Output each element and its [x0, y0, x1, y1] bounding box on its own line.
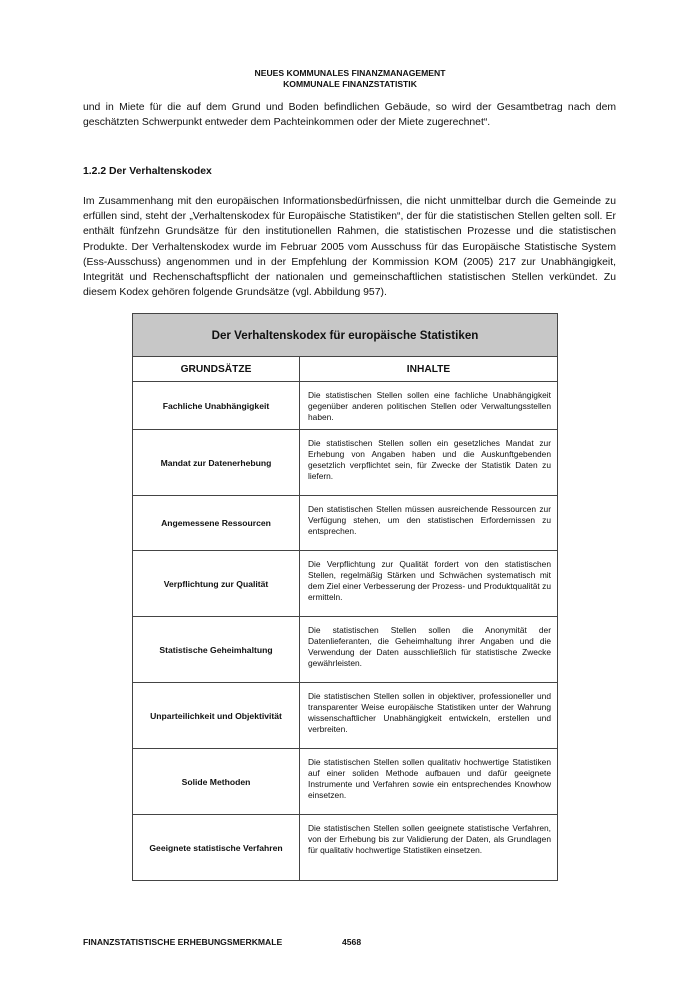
principle-cell: Fachliche Unabhängigkeit [133, 382, 300, 430]
principle-cell: Verpflichtung zur Qualität [133, 551, 300, 617]
principle-cell: Statistische Geheimhaltung [133, 617, 300, 683]
table-row [133, 496, 558, 551]
table-row [133, 749, 558, 815]
principle-cell: Geeignete statistische Verfahren [133, 815, 300, 881]
content-cell: Die statistischen Stellen sollen eine fachliche Unabhängigkeit gegenüber anderen politischen Stellen oder Verwaltungsstellen haben. [300, 382, 558, 430]
table-row [133, 551, 558, 617]
table-row [133, 617, 558, 683]
table-row [133, 382, 558, 430]
table-row [133, 430, 558, 496]
principle-cell: Solide Methoden [133, 749, 300, 815]
page-header [0, 68, 700, 90]
header-line-1: NEUES KOMMUNALES FINANZMANAGEMENT [254, 68, 446, 78]
table-title: Der Verhaltenskodex für europäische Statistiken [133, 314, 558, 357]
content-cell: Die statistischen Stellen sollen geeignete statistische Verfahren, von der Erhebung bis zur Validierung der Daten, als Grundlagen für qualitativ hochwertige Statistiken einsetzen. [300, 815, 558, 881]
section-heading: 1.2.2 Der Verhaltenskodex [83, 166, 212, 177]
table-row [133, 683, 558, 749]
column-header-principles: GRUNDSÄTZE [133, 357, 300, 382]
content-cell: Die statistischen Stellen sollen in objektiver, professioneller und transparenter Weise europäische Statistiken unter der Wahrung wissenschaftlicher Unabhängigkeit entwickeln, erstellen und verbreiten. [300, 683, 558, 749]
content-cell: Die Verpflichtung zur Qualität fordert von den statistischen Stellen, regelmäßig Stärken und Schwächen systematisch mit dem Ziel einer Verbesserung der Prozess- und Produktqualität zu ermitteln. [300, 551, 558, 617]
content-cell: Die statistischen Stellen sollen die Anonymität der Datenlieferanten, die Geheimhaltung ihrer Angaben und die Verwendung der Daten ausschließlich für statistische Zwecke gewährleisten. [300, 617, 558, 683]
footer-label: FINANZSTATISTISCHE ERHEBUNGSMERKMALE [83, 937, 283, 947]
paragraph-continuation: und in Miete für die auf dem Grund und Boden befindlichen Gebäude, so wird der Gesamtbetrag nach dem geschätzten Schwerpunkt entweder dem Pachteinkommen oder der Miete zugerechnet“. [83, 102, 616, 129]
page-number: 4568 [342, 937, 362, 947]
content-cell: Die statistischen Stellen sollen qualitativ hochwertige Statistiken auf einer soliden Methode aufbauen und dafür geeignete Instrumente und Verfahren sowie ein entsprechendes Knowhow einsetzen. [300, 749, 558, 815]
paragraph-code-of-conduct: Im Zusammenhang mit den europäischen Informationsbedürfnissen, die nicht unmittelbar durch die Gemeinde zu erfüllen sind, steht der „Verhaltenskodex für Europäische Statistiken“, der für die statistischen Stellen gelten soll. Er enthält fünfzehn Grundsätze für den institutionellen Rahmen, die statistischen Prozesse und die statistischen Produkte. Der Verhaltenskodex wurde im Februar 2005 vom Ausschuss für das Europäische Statistische System (Ess-Ausschuss) angenommen und in der Empfehlung der Kommission KOM (2005) 217 zur Unabhängigkeit, Integrität und Rechenschaftspflicht der nationalen und gemeinschaftlichen statistischen Stellen verkündet. Zu diesem Kodex gehören folgende Grundsätze (vgl. Abbildung 957). [83, 196, 616, 299]
column-header-contents: INHALTE [300, 357, 558, 382]
principle-cell: Mandat zur Datenerhebung [133, 430, 300, 496]
content-cell: Den statistischen Stellen müssen ausreichende Ressourcen zur Verfügung stehen, um den statistischen Erfordernissen zu entsprechen. [300, 496, 558, 551]
code-of-conduct-table [132, 313, 558, 881]
principle-cell: Angemessene Ressourcen [133, 496, 300, 551]
table-row [133, 815, 558, 881]
content-cell: Die statistischen Stellen sollen ein gesetzliches Mandat zur Erhebung von Angaben haben und die Auskunftgebenden gesetzlich verpflichtet sein, für Zwecke der Statistik Daten zu liefern. [300, 430, 558, 496]
header-line-2: KOMMUNALE FINANZSTATISTIK [283, 79, 417, 89]
principle-cell: Unparteilichkeit und Objektivität [133, 683, 300, 749]
